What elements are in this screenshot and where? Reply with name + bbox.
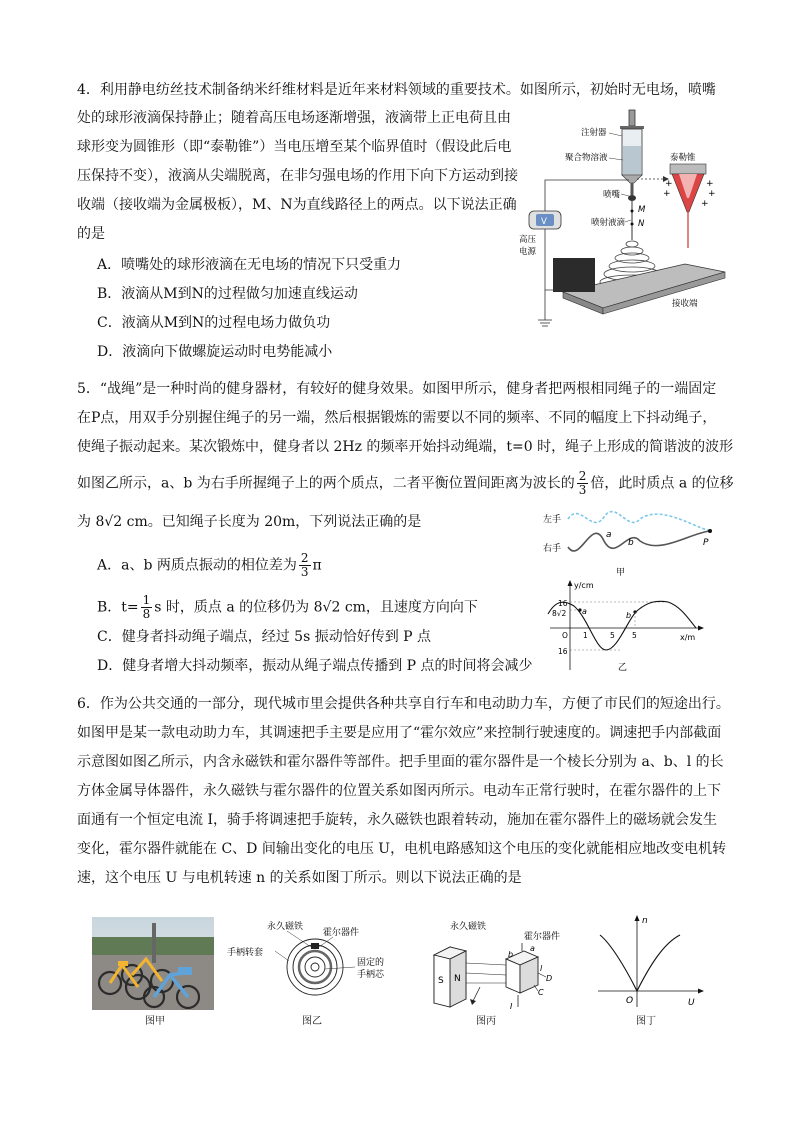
q5-line-3: 使绳子振动起来。某次锻炼中，健身者以 2Hz 的频率开始抖动绳端，t=0 时，绳子上形成的简谐波的波形: [77, 439, 734, 455]
receiver-label: 接收端: [672, 299, 698, 309]
hall-sensor: [311, 943, 319, 949]
svg-text:+: +: [665, 179, 673, 189]
q6-line-2: 如图甲是某一款电动助力车，其调速把手主要是应用了“霍尔效应”来控制行驶速度的。调速把手内部截面: [77, 725, 722, 741]
svg-text:l: l: [540, 964, 543, 973]
q5-option-c: C．健身者抖动绳子端点，经过 5s 振动恰好传到 P 点: [97, 629, 432, 645]
q4-option-b: B．液滴从M到N的过程做匀加速直线运动: [97, 286, 358, 302]
q5-line-4: 如图乙所示，a、b 为右手所握绳子上的两个质点，二者平衡位置间距离为波长的 $\frac{2}{3}$ 倍，此时质点 a 的位移: [77, 469, 734, 497]
svg-text:手柄转套: 手柄转套: [227, 948, 264, 958]
svg-text:x/m: x/m: [680, 633, 696, 642]
electrospinning-figure: [505, 108, 730, 328]
fixed-core: [305, 957, 325, 977]
q5-option-a: A．a、b 两质点振动的相位差为 $\frac{2}{3}$ π: [97, 551, 322, 579]
syringe-label: 注射器: [581, 128, 607, 138]
handle-cross-section: [225, 917, 400, 1012]
fig-yi-caption-6: 图乙: [302, 1016, 322, 1027]
q6-line-6: 变化，霍尔器件就能在 C、D 间输出变化的电压 U，电机电路感知这个电压的变化就能相应地改变电机转: [77, 841, 727, 857]
jet-label: 喷射液滴: [591, 218, 626, 228]
voltmeter-label: V: [541, 217, 547, 227]
svg-text:16: 16: [558, 599, 568, 608]
svg-text:+: +: [708, 189, 716, 199]
fig-yi-caption: 乙: [618, 663, 628, 673]
q4-option-c: C．液滴从M到N的过程电场力做负功: [97, 315, 331, 331]
right-hand-label: 右手: [543, 544, 562, 554]
svg-text:a: a: [606, 530, 612, 540]
svg-text:a: a: [530, 944, 535, 953]
svg-text:O: O: [562, 631, 568, 640]
left-rope: [568, 512, 710, 531]
svg-text:霍尔器件: 霍尔器件: [524, 932, 561, 942]
wave-graph: [540, 578, 710, 673]
taylor-cone-label: 泰勒锥: [670, 153, 696, 163]
svg-text:5: 5: [610, 631, 615, 640]
n-u-curve: [600, 935, 680, 991]
svg-text:C: C: [538, 988, 544, 997]
svg-text:16: 16: [558, 647, 568, 656]
q5-line-2: 在P点，用双手分别握住绳子的另一端，然后根据锻炼的需要以不同的频率、不同的幅度上下抖动绳子，: [77, 410, 717, 426]
bike-photo: [92, 917, 214, 1010]
q4-line-6: 的是: [77, 226, 105, 242]
q4-option-d: D．液滴向下做螺旋运动时电势能减小: [97, 344, 333, 360]
q6-line-5: 面通有一个恒定电流 I，骑手将调速把手旋转，永久磁铁也跟着转动，施加在霍尔器件上的磁场就会发生: [77, 812, 717, 828]
svg-text:永久磁铁: 永久磁铁: [267, 922, 304, 932]
svg-text:D: D: [546, 974, 553, 983]
svg-text:+: +: [663, 189, 671, 199]
fig-bing-caption: 图丙: [476, 1016, 496, 1027]
q4-line-3: 球形变为圆锥形（即“泰勒锥”）当电压增至某个临界值时（假设此后电: [77, 139, 512, 155]
nozzle-label: 喷嘴: [603, 190, 621, 200]
battle-rope-figure: [540, 505, 720, 580]
svg-text:永久磁铁: 永久磁铁: [450, 922, 487, 932]
q5-option-b: B．t= $\frac{1}{8}$ s 时，质点 a 的位移仍为 8√2 cm，且速度方向向下: [97, 593, 478, 621]
left-hand-label: 左手: [543, 515, 562, 525]
point-p-label: P: [703, 538, 709, 548]
svg-text:S: S: [438, 976, 444, 986]
q6-line-3: 示意图如图乙所示，内含永磁铁和霍尔器件等部件。把手里面的霍尔器件是一个棱长分别为 a、b、l 的长: [77, 754, 724, 770]
svg-text:a: a: [582, 607, 587, 616]
svg-text:霍尔器件: 霍尔器件: [323, 928, 360, 938]
svg-text:n: n: [642, 916, 648, 926]
svg-text:N: N: [454, 974, 461, 984]
point-n: [631, 223, 634, 226]
point-p: [708, 529, 712, 533]
svg-text:手柄芯: 手柄芯: [357, 970, 385, 980]
fig-jia-caption: 甲: [616, 568, 626, 578]
n-u-graph: [588, 913, 708, 1010]
q6-line-7: 速，这个电压 U 与电机转速 n 的关系如图丁所示。则以下说法正确的是: [77, 870, 522, 886]
right-rope: [568, 531, 710, 551]
svg-text:+: +: [701, 199, 709, 209]
svg-text:b: b: [626, 611, 632, 620]
solution-label: 聚合物溶液: [565, 153, 608, 163]
q5-line-1: 5．“战绳”是一种时尚的健身器材，有较好的健身效果。如图甲所示，健身者把两根相同绳子的一端固定: [77, 381, 717, 397]
svg-text:固定的: 固定的: [357, 958, 385, 968]
fig-ding-caption: 图丁: [636, 1016, 656, 1027]
fraction-two-thirds: $\frac{2}{3}$: [578, 469, 587, 497]
q4-line-1: 4．利用静电纺丝技术制备纳米纤维材料是近年来材料领域的重要技术。如图所示，初始时无电场，喷嘴: [77, 82, 716, 98]
svg-text:8√2: 8√2: [552, 609, 567, 618]
point-n-label: N: [638, 219, 645, 229]
svg-text:b: b: [508, 950, 514, 959]
svg-text:1: 1: [583, 631, 588, 640]
q5-option-d: D．健身者增大抖动频率，振动从绳子端点传播到 P 点的时间将会减少: [97, 658, 533, 674]
svg-text:b: b: [628, 538, 634, 548]
fiber-sample: [553, 258, 595, 292]
svg-text:U: U: [688, 998, 695, 1008]
q4-line-5: 收端（接收端为金属极板），M、N为直线路径上的两点。以下说法正确: [77, 197, 517, 213]
q5-line-5: 为 8√2 cm。已知绳子长度为 20m，下列说法正确的是: [77, 514, 422, 530]
hv-label-2: 电源: [519, 247, 537, 257]
svg-text:5: 5: [632, 631, 637, 640]
fig-jia-caption-6: 图甲: [145, 1016, 165, 1027]
q6-line-1: 6．作为公共交通的一部分，现代城市里会提供各种共享自行车和电动助力车，方便了市民们的短途出行。: [77, 696, 730, 712]
q4-line-4: 压保持不变），液滴从尖端脱离，在非匀强电场的作用下向下方运动到接: [77, 168, 518, 184]
svg-text:y/cm: y/cm: [574, 581, 594, 590]
q4-line-2: 处的球形液滴保持静止；随着高压电场逐渐增强，液滴带上正电荷且由: [77, 110, 511, 126]
q4-option-a: A．喷嘴处的球形液滴在无电场的情况下只受重力: [97, 257, 402, 273]
point-m: [631, 210, 634, 213]
svg-text:O: O: [626, 996, 634, 1006]
hall-element-figure: [420, 915, 580, 1012]
svg-text:+: +: [706, 179, 714, 189]
svg-text:I: I: [510, 1002, 513, 1011]
hv-label-1: 高压: [519, 235, 537, 245]
point-m-label: M: [638, 205, 646, 215]
q6-line-4: 方体金属导体器件，永久磁铁与霍尔器件的位置关系如图丙所示。电动车正常行驶时，在霍尔器件的上下: [77, 783, 721, 799]
